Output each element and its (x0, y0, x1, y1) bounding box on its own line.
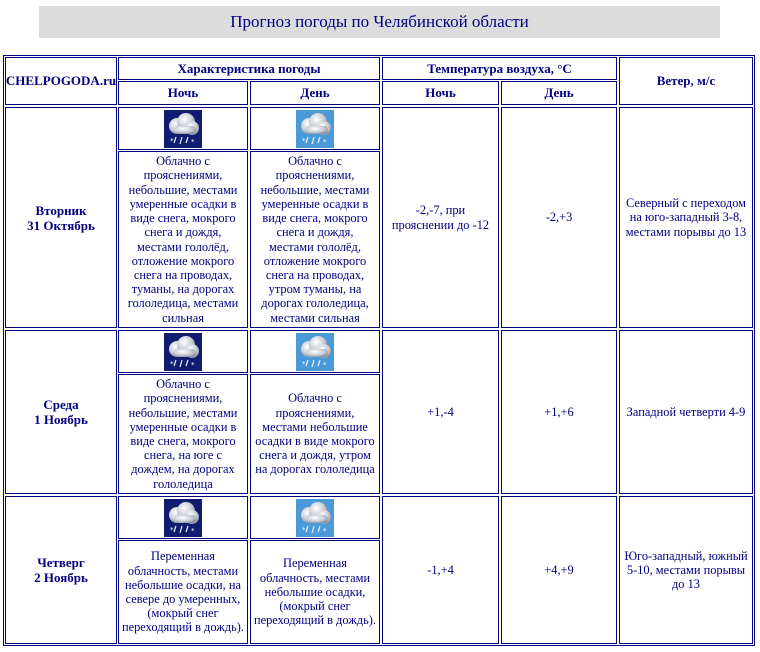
day-icon-cell (250, 496, 380, 539)
wind-value: Западной четверти 4-9 (619, 330, 753, 494)
night-temperature: +1,-4 (382, 330, 499, 494)
day-weekday: Среда (43, 397, 79, 412)
night-weather-text: Облачно с прояснениями, небольшие, местами умеренные осадки в виде снега, мокрого снега и дождя, местами гололёд, отложение мокрого снега на проводах, туманы, на дорогах гололедица, местами сильная (118, 151, 248, 328)
day-weather-text: Облачно с прояснениями, небольшие, местами умеренные осадки в виде снега, мокрого снега и дождя, местами гололёд, отложение мокрого снега на проводах, утром туманы, на дорогах гололедица, местами сильная (250, 151, 380, 328)
weather-header: Характеристика погоды (118, 57, 380, 80)
day-icon-cell (250, 330, 380, 373)
day-temperature: +1,+6 (501, 330, 617, 494)
wind-header: Ветер, м/с (619, 57, 753, 105)
weather-night-header: Ночь (118, 81, 248, 105)
day-weather-text: Облачно с прояснениями, местами небольшие осадки в виде мокрого снега и дождя, утром на дорогах гололедица (250, 374, 380, 494)
night-temperature: -2,-7, при прояснении до -12 (382, 107, 499, 328)
day-temperature: +4,+9 (501, 496, 617, 644)
site-header: CHELPOGODA.ru (5, 57, 117, 105)
day-weather-text: Переменная облачность, местами небольшие осадки, (мокрый снег переходящий в дождь). (250, 540, 380, 644)
day-cell (5, 496, 117, 644)
cloud-snow-day-icon (296, 333, 334, 371)
night-icon-cell (118, 496, 248, 539)
night-icon-cell (118, 330, 248, 373)
wind-value: Северный с переходом на юго-западный 3-8, местами порывы до 13 (619, 107, 753, 328)
day-cell (5, 330, 117, 494)
day-cell (5, 107, 117, 328)
wind-value: Юго-западный, южный 5-10, местами порывы до 13 (619, 496, 753, 644)
night-temperature: -1,+4 (382, 496, 499, 644)
night-weather-text: Облачно с прояснениями, небольшие, местами умеренные осадки в виде снега, мокрого снега, на юге с дождем, на дорогах гололедица (118, 374, 248, 494)
cloud-snow-night-icon (164, 333, 202, 371)
cloud-snow-night-icon (164, 499, 202, 537)
day-icon-cell (250, 107, 380, 150)
day-weekday: Вторник (35, 202, 87, 218)
day-temperature: -2,+3 (501, 107, 617, 328)
cloud-snow-night-icon (164, 110, 202, 148)
day-date: 2 Ноябрь (34, 570, 88, 585)
day-date: 1 Ноябрь (34, 412, 88, 427)
day-date: 31 Октябрь (27, 217, 95, 233)
night-icon-cell (118, 107, 248, 150)
cloud-snow-day-icon (296, 110, 334, 148)
night-weather-text: Переменная облачность, местами небольшие осадки, на севере до умеренных, (мокрый снег переходящий в дождь). (118, 540, 248, 644)
temperature-header: Температура воздуха, °С (382, 57, 617, 80)
day-weekday: Четверг (37, 555, 85, 570)
cloud-snow-day-icon (296, 499, 334, 537)
page-title: Прогноз погоды по Челябинской области (39, 6, 720, 38)
temp-night-header: Ночь (382, 81, 499, 105)
temp-day-header: День (501, 81, 617, 105)
weather-day-header: День (250, 81, 380, 105)
